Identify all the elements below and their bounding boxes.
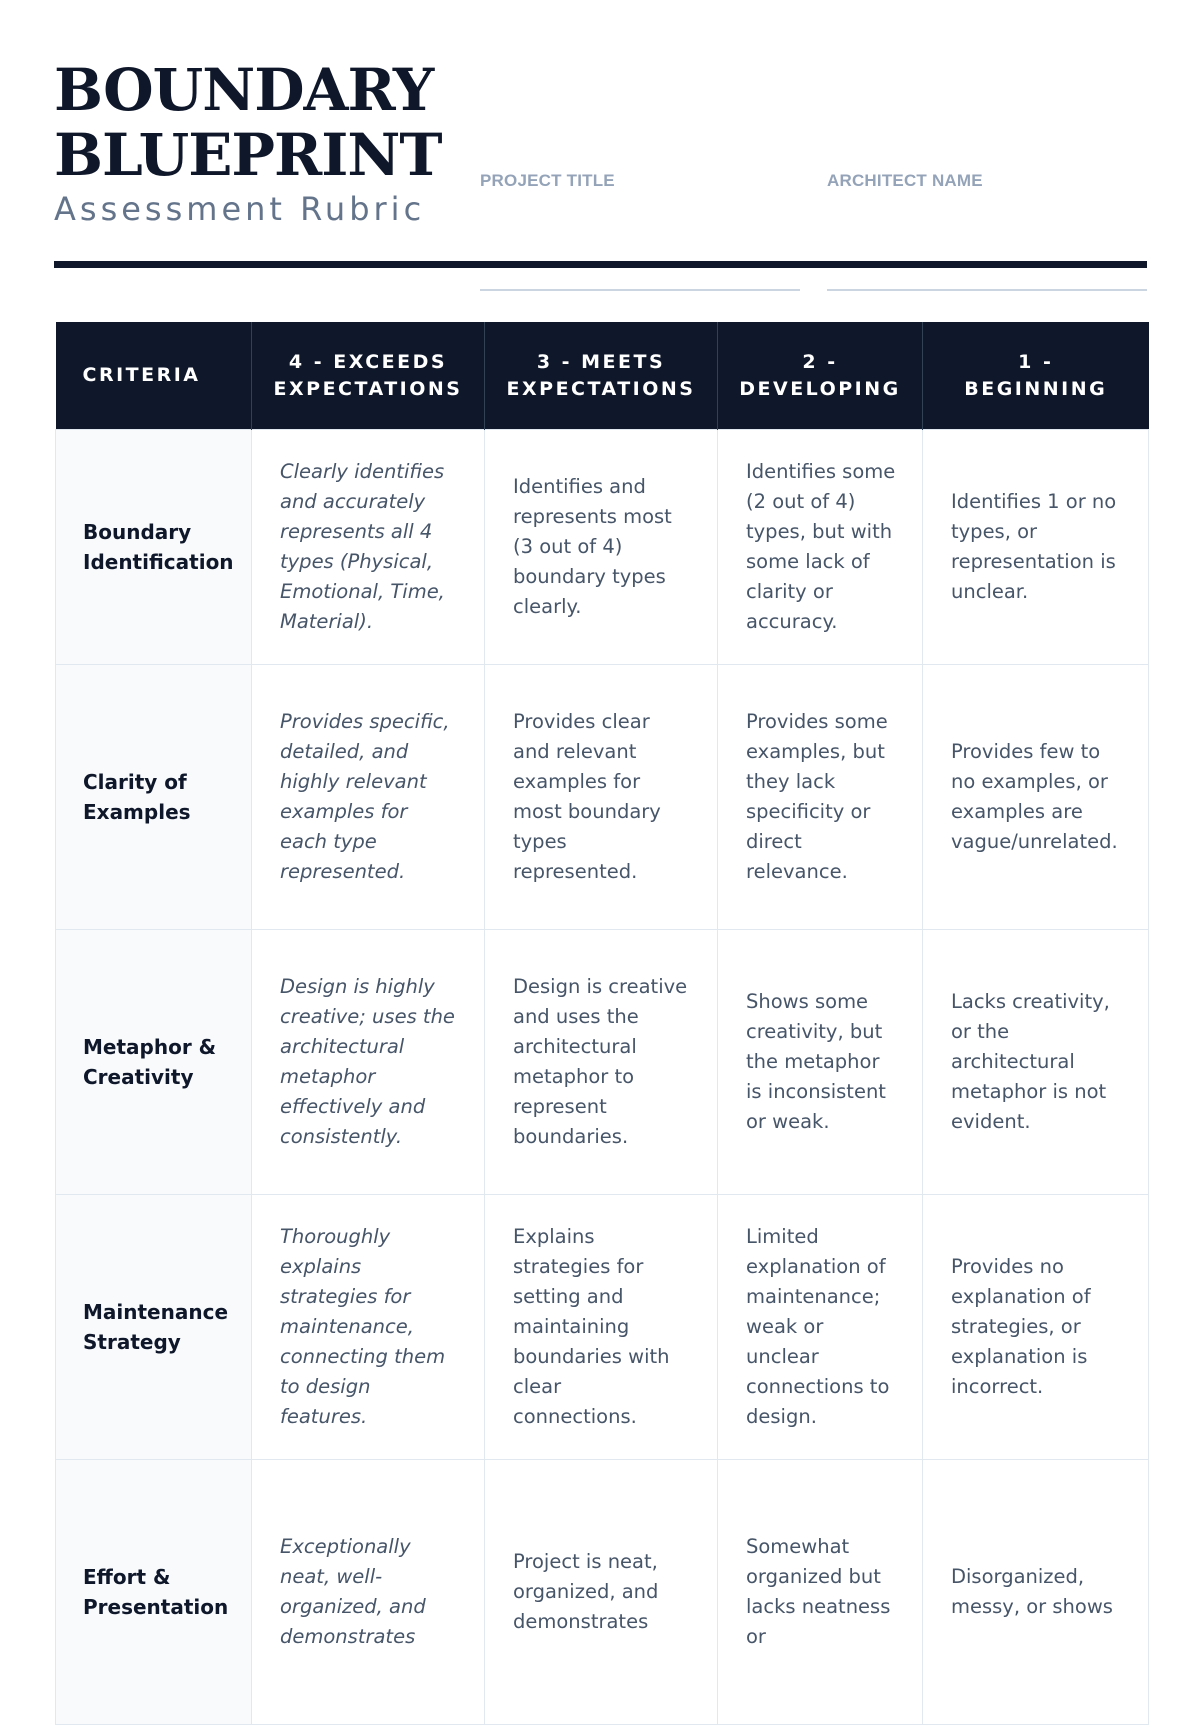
exceeds-cell: Design is highly creative; uses the architectural metaphor effectively and consistently. [252, 930, 485, 1195]
beginning-cell: Lacks creativity, or the architectural metaphor is not evident. [923, 930, 1149, 1195]
architect-name-label: ARCHITECT NAME [827, 171, 983, 190]
title-line-2: BLUEPRINT [54, 121, 442, 189]
project-title-field[interactable] [480, 171, 800, 291]
beginning-cell: Identifies 1 or no types, or representation is unclear. [923, 430, 1149, 665]
meets-cell: Design is creative and uses the architectural metaphor to represent boundaries. [485, 930, 718, 1195]
column-header-developing: 2 - DEVELOPING [718, 322, 923, 430]
column-header-exceeds: 4 - EXCEEDS EXPECTATIONS [252, 322, 485, 430]
developing-cell: Limited explanation of maintenance; weak or unclear connections to design. [718, 1195, 923, 1460]
meets-cell: Provides clear and relevant examples for most boundary types represented. [485, 665, 718, 930]
table-row [56, 930, 1149, 1195]
project-title-label: PROJECT TITLE [480, 171, 615, 190]
architect-name-input-line[interactable] [827, 289, 1147, 291]
criteria-cell: Metaphor & Creativity [56, 930, 252, 1195]
architect-name-field[interactable] [827, 171, 1147, 291]
meets-cell: Explains strategies for setting and maintaining boundaries with clear connections. [485, 1195, 718, 1460]
page-subtitle: Assessment Rubric [54, 190, 426, 228]
developing-cell: Identifies some (2 out of 4) types, but with some lack of clarity or accuracy. [718, 430, 923, 665]
column-header-meets: 3 - MEETS EXPECTATIONS [485, 322, 718, 430]
criteria-cell: Clarity of Examples [56, 665, 252, 930]
table-row [56, 1195, 1149, 1460]
exceeds-cell: Thoroughly explains strategies for maintenance, connecting them to design features. [252, 1195, 485, 1460]
meets-cell: Identifies and represents most (3 out of 4) boundary types clearly. [485, 430, 718, 665]
developing-cell: Somewhat organized but lacks neatness or [718, 1460, 923, 1725]
page-title [54, 58, 442, 188]
table-row [56, 665, 1149, 930]
column-header-criteria: CRITERIA [56, 322, 252, 430]
title-line-1: BOUNDARY [54, 56, 434, 124]
beginning-cell: Disorganized, messy, or shows [923, 1460, 1149, 1725]
exceeds-cell: Provides specific, detailed, and highly relevant examples for each type represented. [252, 665, 485, 930]
beginning-cell: Provides few to no examples, or examples are vague/unrelated. [923, 665, 1149, 930]
rubric-table [55, 322, 1149, 1725]
table-body [56, 430, 1149, 1725]
rubric-table-container [55, 322, 1148, 1725]
column-header-beginning: 1 - BEGINNING [923, 322, 1149, 430]
beginning-cell: Provides no explanation of strategies, or explanation is incorrect. [923, 1195, 1149, 1460]
header [54, 58, 1147, 268]
table-header [56, 322, 1149, 430]
criteria-cell: Effort & Presentation [56, 1460, 252, 1725]
meets-cell: Project is neat, organized, and demonstrates [485, 1460, 718, 1725]
table-header-row [56, 322, 1149, 430]
table-row [56, 430, 1149, 665]
exceeds-cell: Exceptionally neat, well-organized, and demonstrates [252, 1460, 485, 1725]
project-title-input-line[interactable] [480, 289, 800, 291]
developing-cell: Shows some creativity, but the metaphor is inconsistent or weak. [718, 930, 923, 1195]
table-row [56, 1460, 1149, 1725]
criteria-cell: Boundary Identification [56, 430, 252, 665]
developing-cell: Provides some examples, but they lack specificity or direct relevance. [718, 665, 923, 930]
criteria-cell: Maintenance Strategy [56, 1195, 252, 1460]
header-divider [54, 261, 1147, 268]
exceeds-cell: Clearly identifies and accurately represents all 4 types (Physical, Emotional, Time, Material). [252, 430, 485, 665]
